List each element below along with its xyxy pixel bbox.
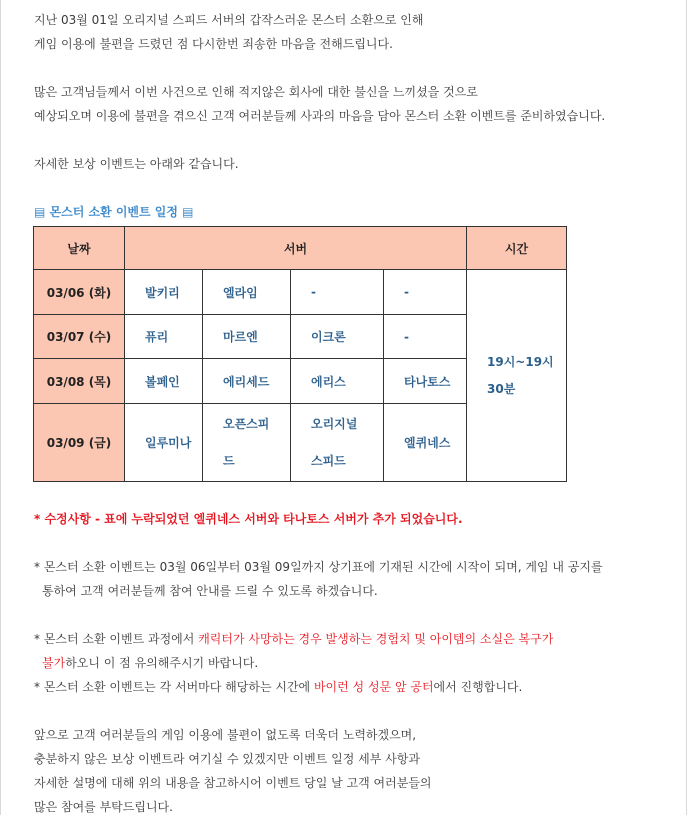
- server-cell: 오리지널 스피드: [291, 404, 384, 482]
- server-cell: 에리스: [291, 359, 384, 404]
- intro-line-5: 자세한 보상 이벤트는 아래와 같습니다.: [34, 157, 239, 171]
- closing-line-1: 앞으로 고객 여러분들의 게임 이용에 불편이 없도록 더욱더 노력하겠으며,: [34, 728, 417, 742]
- server-cell: 마르엔: [203, 315, 291, 359]
- closing-line-2: 충분하지 않은 보상 이벤트라 여기실 수 있겠지만 이벤트 일정 세부 사항과: [34, 752, 420, 766]
- event-time-cell: [467, 270, 567, 482]
- note-3-prefix: * 몬스터 소환 이벤트는 각 서버마다 해당하는 시간에: [34, 680, 314, 694]
- note-3-location: 바이런 성 성문 앞 공터: [313, 680, 434, 694]
- correction-notice: * 수정사항 - 표에 누락되었던 엘퀴네스 서버와 타나토스 서버가 추가 되었습니다.: [34, 512, 463, 526]
- row-date: 03/08 (목): [34, 359, 125, 404]
- closing-line-3: 자세한 설명에 대해 위의 내용을 참고하시어 이벤트 당일 날 고객 여러분들의: [34, 776, 432, 790]
- server-cell: 타나토스: [384, 359, 467, 404]
- frame-right-border: [686, 0, 687, 815]
- server-cell: 엘라임: [203, 270, 291, 315]
- note-2-suffix: 하오니 이 점 유의해주시기 바랍니다.: [65, 656, 259, 670]
- note-3-line: [34, 679, 522, 695]
- time-line-2: 30분: [487, 381, 516, 396]
- intro-line-4: 예상되오며 이용에 불편을 겪으신 고객 여러분들께 사과의 마음을 담아 몬스터 소환 이벤트를 준비하였습니다.: [34, 109, 606, 123]
- table-row: [34, 270, 567, 315]
- header-date: 날짜: [34, 227, 125, 270]
- server-cell: 일루미나: [125, 404, 203, 482]
- row-date: 03/09 (금): [34, 404, 125, 482]
- server-cell: 에리세드: [203, 359, 291, 404]
- row-date: 03/07 (수): [34, 315, 125, 359]
- server-cell: 볼페인: [125, 359, 203, 404]
- row-date: 03/06 (화): [34, 270, 125, 315]
- note-3-suffix: 에서 진행합니다.: [433, 680, 523, 694]
- table-header-row: [34, 227, 567, 270]
- intro-line-3: 많은 고객님들께서 이번 사건으로 인해 적지않은 회사에 대한 불신을 느끼셨을 것으로: [34, 85, 478, 99]
- intro-line-2: 게임 이용에 불편을 드렸던 점 다시한번 죄송한 마음을 전해드립니다.: [34, 37, 393, 51]
- note-2-warning-end: 불가: [42, 656, 66, 670]
- note-1-line-2: 통하여 고객 여러분들께 참여 안내를 드릴 수 있도록 하겠습니다.: [42, 584, 378, 598]
- note-2-line-2: [42, 655, 258, 671]
- server-cell: -: [291, 270, 384, 315]
- frame-left-border: [0, 0, 1, 815]
- server-cell: 오픈스피드: [203, 404, 291, 482]
- header-server: 서버: [125, 227, 467, 270]
- event-schedule-table: [33, 226, 567, 482]
- note-2-warning: 캐릭터가 사망하는 경우 발생하는 경험치 및 아이템의 소실은 복구가: [198, 632, 554, 646]
- note-2-line-1: [34, 631, 553, 647]
- note-1-line-1: * 몬스터 소환 이벤트는 03월 06일부터 03월 09일까지 상기표에 기재된 시간에 시작이 되며, 게임 내 공지를: [34, 560, 603, 574]
- schedule-section-title: ▤ 몬스터 소환 이벤트 일정 ▤: [34, 205, 194, 219]
- server-cell: 엘퀴네스: [384, 404, 467, 482]
- closing-line-4: 많은 참여를 부탁드립니다.: [34, 800, 173, 814]
- server-cell: 퓨리: [125, 315, 203, 359]
- time-line-1: 19시~19시: [487, 354, 554, 369]
- server-cell: -: [384, 270, 467, 315]
- intro-line-1: 지난 03월 01일 오리지널 스피드 서버의 갑작스러운 몬스터 소환으로 인해: [34, 13, 424, 27]
- note-2-prefix: * 몬스터 소환 이벤트 과정에서: [34, 632, 199, 646]
- server-cell: 발키리: [125, 270, 203, 315]
- server-cell: -: [384, 315, 467, 359]
- server-cell: 이크론: [291, 315, 384, 359]
- header-time: 시간: [467, 227, 567, 270]
